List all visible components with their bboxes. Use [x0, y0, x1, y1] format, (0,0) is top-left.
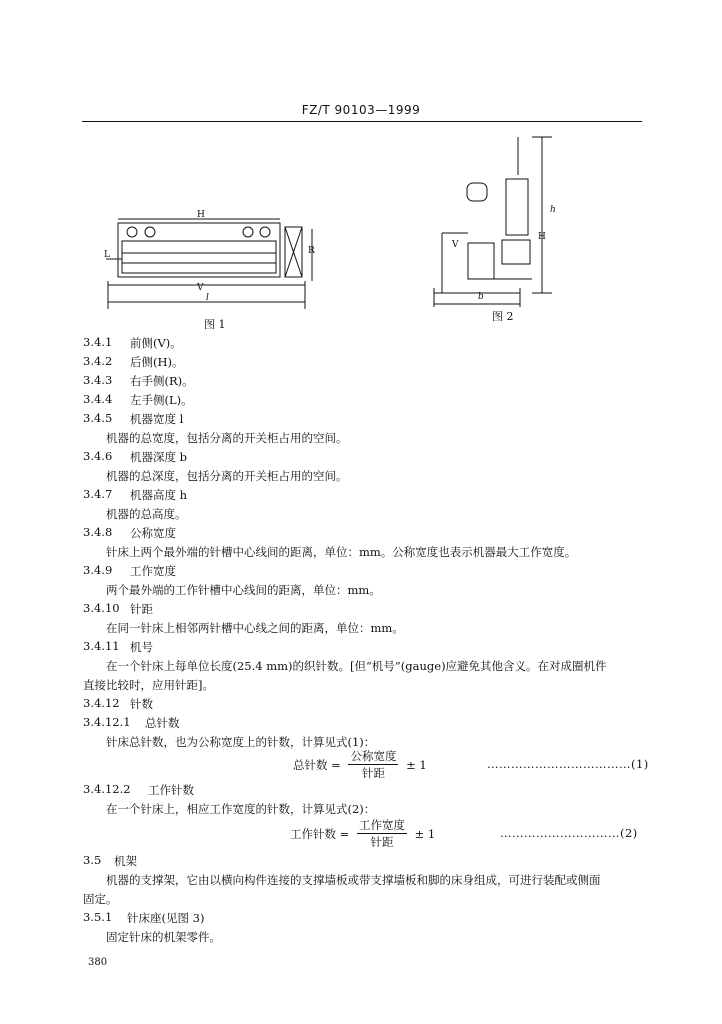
- clause-title: 工作宽度: [130, 564, 176, 578]
- formula-1-numerator: 公称宽度: [350, 749, 397, 763]
- clause-number: 3.4.4: [83, 392, 113, 406]
- formula-2-numerator: 工作宽度: [358, 818, 405, 832]
- fig2-label-b: b: [478, 292, 484, 302]
- fig1-label-L: L: [104, 250, 110, 260]
- fig1-label-R: R: [308, 246, 315, 256]
- page-number: 380: [88, 957, 108, 968]
- figure-1-caption: 图 1: [204, 318, 226, 331]
- clause-title: 左手侧(L)。: [130, 393, 193, 407]
- clause-body: 在一个针床上，相应工作宽度的针数，计算见式(2)：: [106, 802, 376, 816]
- clause-number: 3.4.2: [83, 354, 113, 368]
- formula-1: [293, 748, 427, 781]
- clause-title: 针数: [130, 697, 153, 711]
- fig2-label-H: H: [538, 232, 546, 242]
- section-body-continued: 固定。: [83, 892, 118, 906]
- fig2-label-h: h: [550, 205, 556, 215]
- clause-number: 3.4.3: [83, 373, 113, 387]
- formula-2-number: …………………………(2): [500, 826, 638, 840]
- clause-title: 后侧(H)。: [130, 355, 184, 369]
- clause-number: 3.4.8: [83, 525, 113, 539]
- section-title: 机架: [114, 854, 137, 868]
- clause-body: 机器的总深度，包括分离的开关柜占用的空间。: [106, 469, 348, 483]
- figure-2-caption: 图 2: [492, 310, 514, 323]
- clause-title: 机器深度 b: [130, 450, 188, 464]
- clause-title: 机器高度 h: [130, 488, 188, 502]
- clause-body: 机器的总宽度，包括分离的开关柜占用的空间。: [106, 431, 348, 445]
- formula-1-plus-minus: ± 1: [406, 757, 427, 772]
- clause-number: 3.4.12.1: [83, 715, 131, 729]
- clause-body: 在同一针床上相邻两针槽中心线之间的距离，单位：mm。: [106, 621, 404, 635]
- clause-number: 3.4.12: [83, 696, 120, 710]
- section-body: 机器的支撑架，它由以横向构件连接的支撑墙板或带支撑墙板和脚的床身组成，可进行装配或侧面: [106, 873, 601, 887]
- clause-title: 公称宽度: [130, 526, 176, 540]
- clause-title: 机器宽度 l: [130, 412, 184, 426]
- formula-2: [290, 817, 435, 850]
- clause-body: 在一个针床上每单位长度(25.4 mm)的织针数。[但“机号”(gauge)应避免其他含义。在对成圈机件: [106, 659, 607, 673]
- formula-1-fraction: [348, 748, 398, 781]
- clause-body: 两个最外端的工作针槽中心线间的距离，单位：mm。: [106, 583, 381, 597]
- clause-number: 3.4.12.2: [83, 782, 131, 796]
- clause-number: 3.4.7: [83, 487, 113, 501]
- standard-header: FZ/T 90103—1999: [301, 103, 421, 117]
- clause-body-continued: 直接比较时，应用针距]。: [83, 678, 214, 692]
- clause-number: 3.4.6: [83, 449, 113, 463]
- figure-2-drawing: [432, 135, 562, 310]
- clause-number: 3.4.10: [83, 601, 120, 615]
- formula-1-number: ………………………………(1): [487, 757, 649, 771]
- header-rule: [82, 121, 642, 122]
- figure-1-drawing: [100, 205, 330, 310]
- clause-body: 固定针床的机架零件。: [106, 930, 221, 944]
- clause-number: 3.4.1: [83, 335, 113, 349]
- clause-body: 针床上两个最外端的针槽中心线间的距离，单位：mm。公称宽度也表示机器最大工作宽度。: [106, 545, 577, 559]
- clause-number: 3.5.1: [83, 910, 113, 924]
- clause-body: 针床总针数，也为公称宽度上的针数，计算见式(1)：: [106, 735, 376, 749]
- clause-title: 总针数: [145, 716, 180, 730]
- fig2-label-V: V: [452, 240, 459, 250]
- clause-title: 针床座(见图 3): [127, 911, 205, 925]
- clause-number: 3.4.5: [83, 411, 113, 425]
- clause-title: 机号: [130, 640, 153, 654]
- fig1-label-l: l: [206, 293, 209, 303]
- clause-title: 工作针数: [148, 783, 194, 797]
- clause-number: 3.4.11: [83, 639, 120, 653]
- section-number: 3.5: [83, 853, 102, 867]
- clause-title: 右手侧(R)。: [130, 374, 194, 388]
- formula-2-lhs: 工作针数 =: [290, 826, 350, 841]
- clause-title: 前侧(V)。: [130, 336, 182, 350]
- fig1-label-H: H: [197, 210, 205, 220]
- clause-title: 针距: [130, 602, 153, 616]
- clause-body: 机器的总高度。: [106, 507, 187, 521]
- clause-number: 3.4.9: [83, 563, 113, 577]
- formula-2-denominator: 针距: [370, 835, 394, 849]
- formula-2-fraction: [357, 817, 407, 850]
- fig1-label-V: V: [197, 283, 204, 293]
- formula-1-lhs: 总针数 =: [293, 757, 341, 772]
- formula-1-denominator: 针距: [361, 766, 385, 780]
- formula-2-plus-minus: ± 1: [414, 826, 436, 841]
